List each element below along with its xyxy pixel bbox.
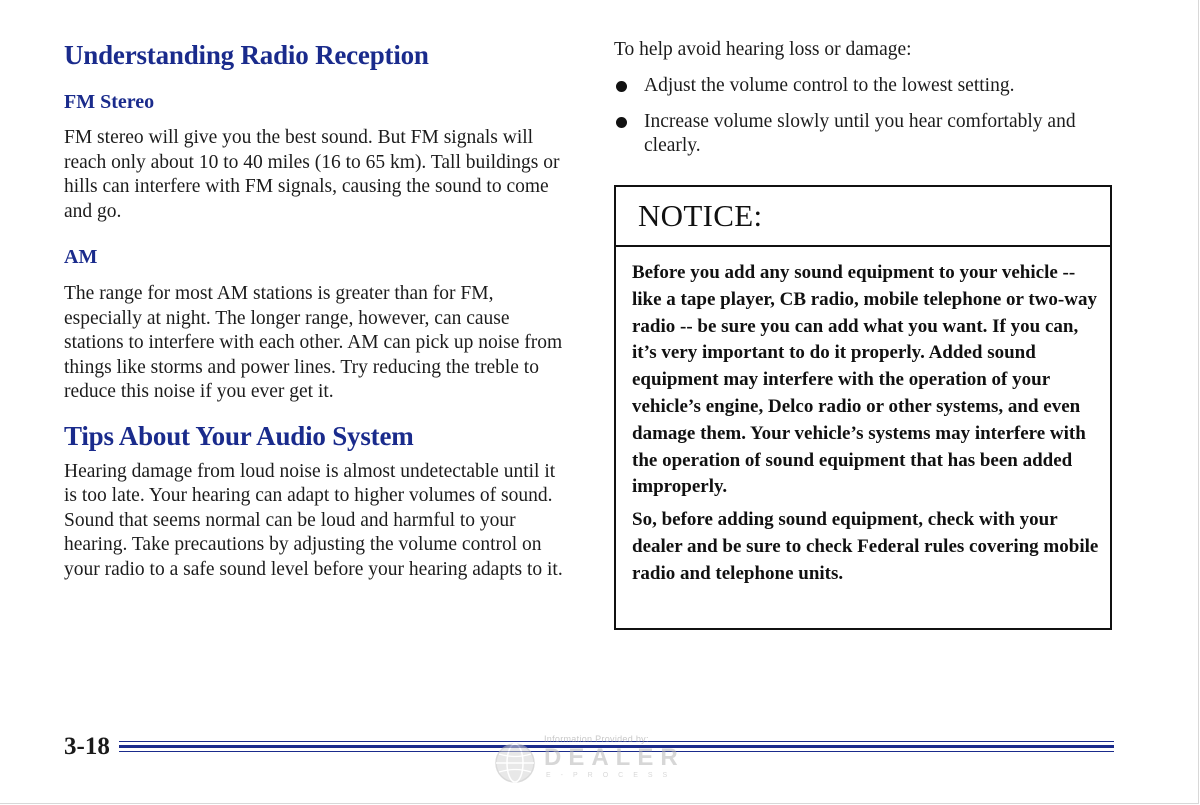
subheading-fm-stereo: FM Stereo: [64, 91, 155, 113]
notice-paragraph-2: So, before adding sound equipment, check with your dealer and be sure to check Federal rules covering mobile radio and telephone units.: [632, 509, 1099, 584]
watermark-brand: DEALER: [544, 744, 685, 771]
paragraph-fm-stereo: FM stereo will give you the best sound. But FM signals will reach only about 10 to 40 miles (16 to 65 km). Tall buildings or hills can interfere with FM signals, causing the sound to come and go.: [64, 127, 560, 222]
notice-header: [616, 187, 1110, 247]
globe-icon: [494, 742, 536, 784]
list-item: [614, 74, 1114, 99]
paragraph-audio-tips: Hearing damage from loud noise is almost undetectable until it is too late. Your hearing can adapt to higher volumes of sound. Sound that seems normal can be loud and harmful to your hearing. Take precautions by adjusting the volume control on your radio to a safe sound level before your hearing adapts to it.: [64, 460, 563, 580]
subheading-am: AM: [64, 246, 98, 268]
paragraph-am: The range for most AM stations is greater than for FM, especially at night. The longer range, however, can cause stations to interfere with each other. AM can pick up noise from things like storms and power lines. Try reducing the treble to reduce this noise if you ever get it.: [64, 283, 563, 402]
list-item-text: Adjust the volume control to the lowest setting.: [644, 75, 1015, 96]
hearing-bullet-list: [614, 74, 1114, 159]
watermark-subtitle: E-PROCESS: [546, 772, 678, 779]
dealer-watermark: [494, 734, 694, 784]
section-title-radio-reception: Understanding Radio Reception: [64, 40, 429, 70]
notice-heading: NOTICE:: [638, 198, 763, 233]
list-item-text: Increase volume slowly until you hear comfortably and clearly.: [644, 110, 1076, 156]
notice-body: [616, 247, 1110, 588]
paragraph-hearing-intro: To help avoid hearing loss or damage:: [614, 39, 912, 60]
notice-box: [614, 185, 1112, 630]
right-column: [614, 38, 1114, 159]
section-title-audio-tips: Tips About Your Audio System: [64, 420, 414, 451]
page-number: 3-18: [64, 733, 110, 760]
bullet-icon: [616, 117, 627, 128]
bullet-icon: [616, 81, 627, 92]
notice-paragraph-1: Before you add any sound equipment to your vehicle -- like a tape player, CB radio, mobile telephone or two-way radio -- be sure you can add what you want. If you can, it’s very important to do it properly. Added sound equipment may interfere with the operation of your vehicle’s engine, Delco radio or other systems, and even damage them. Your vehicle’s systems may interfere with the operation of sound equipment that has been added improperly.: [632, 262, 1097, 498]
left-column: [64, 38, 572, 582]
watermark-caption: Information Provided by:: [544, 734, 649, 744]
list-item: [614, 110, 1114, 159]
